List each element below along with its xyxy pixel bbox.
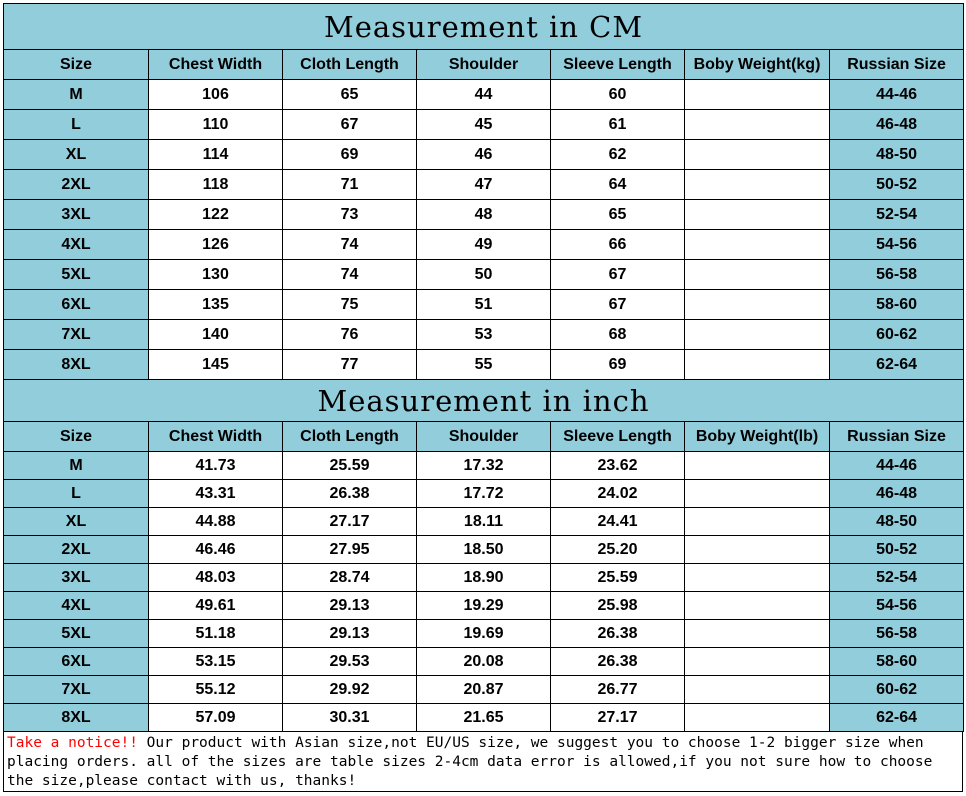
table-cell: 55 [417, 350, 551, 380]
column-header: Boby Weight(kg) [685, 50, 830, 80]
table-cell: 18.11 [417, 508, 551, 536]
table-cell: 55.12 [149, 676, 283, 704]
table-cell: 46.46 [149, 536, 283, 564]
table-cell [685, 592, 830, 620]
table-cell: 29.53 [283, 648, 417, 676]
table-cell [685, 350, 830, 380]
column-header: Chest Width [149, 422, 283, 452]
size-cell: L [4, 480, 149, 508]
russian-size-cell: 46-48 [830, 480, 964, 508]
size-cell: 5XL [4, 620, 149, 648]
table-cell: 26.38 [551, 620, 685, 648]
cm-table-body [4, 4, 964, 380]
table-row [4, 260, 964, 290]
table-cell [685, 508, 830, 536]
size-cell: 8XL [4, 704, 149, 732]
table-row [4, 704, 964, 732]
size-cell: 7XL [4, 676, 149, 704]
inch-header-row [4, 422, 964, 452]
size-cell: 6XL [4, 290, 149, 320]
table-cell [685, 230, 830, 260]
russian-size-cell: 56-58 [830, 260, 964, 290]
russian-size-cell: 58-60 [830, 290, 964, 320]
table-cell [685, 480, 830, 508]
table-row [4, 648, 964, 676]
column-header: Sleeve Length [551, 422, 685, 452]
table-cell: 67 [551, 260, 685, 290]
table-row [4, 676, 964, 704]
table-cell: 51 [417, 290, 551, 320]
table-cell: 44 [417, 80, 551, 110]
table-cell: 27.95 [283, 536, 417, 564]
table-cell [685, 620, 830, 648]
size-cell: 6XL [4, 648, 149, 676]
size-notice [3, 731, 963, 792]
table-cell: 46 [417, 140, 551, 170]
table-cell [685, 140, 830, 170]
table-cell: 49 [417, 230, 551, 260]
column-header: Shoulder [417, 50, 551, 80]
table-cell [685, 648, 830, 676]
russian-size-cell: 56-58 [830, 620, 964, 648]
table-row [4, 452, 964, 480]
table-cell: 60 [551, 80, 685, 110]
russian-size-cell: 44-46 [830, 452, 964, 480]
table-row [4, 480, 964, 508]
table-row [4, 564, 964, 592]
table-cell: 48.03 [149, 564, 283, 592]
table-cell: 20.08 [417, 648, 551, 676]
russian-size-cell: 54-56 [830, 230, 964, 260]
table-cell: 26.38 [551, 648, 685, 676]
table-cell [685, 80, 830, 110]
size-cell: XL [4, 140, 149, 170]
russian-size-cell: 62-64 [830, 350, 964, 380]
table-cell: 48 [417, 200, 551, 230]
table-cell [685, 260, 830, 290]
table-cell: 66 [551, 230, 685, 260]
table-cell [685, 536, 830, 564]
table-cell: 126 [149, 230, 283, 260]
table-row [4, 200, 964, 230]
size-cell: 5XL [4, 260, 149, 290]
table-cell: 51.18 [149, 620, 283, 648]
cm-table [3, 3, 964, 380]
russian-size-cell: 48-50 [830, 508, 964, 536]
table-cell [685, 320, 830, 350]
table-cell: 62 [551, 140, 685, 170]
table-cell [685, 290, 830, 320]
size-cell: 8XL [4, 350, 149, 380]
size-cell: XL [4, 508, 149, 536]
russian-size-cell: 48-50 [830, 140, 964, 170]
size-cell: L [4, 110, 149, 140]
table-cell: 68 [551, 320, 685, 350]
table-cell: 29.13 [283, 620, 417, 648]
table-cell: 17.32 [417, 452, 551, 480]
table-row [4, 80, 964, 110]
table-cell: 20.87 [417, 676, 551, 704]
table-cell: 65 [551, 200, 685, 230]
column-header: Russian Size [830, 50, 964, 80]
russian-size-cell: 44-46 [830, 80, 964, 110]
table-cell [685, 564, 830, 592]
table-cell: 41.73 [149, 452, 283, 480]
inch-table-title: Measurement in inch [4, 380, 964, 422]
column-header: Chest Width [149, 50, 283, 80]
table-cell: 27.17 [551, 704, 685, 732]
table-cell: 140 [149, 320, 283, 350]
table-row [4, 508, 964, 536]
table-cell: 122 [149, 200, 283, 230]
table-cell: 57.09 [149, 704, 283, 732]
inch-table-body [4, 380, 964, 732]
notice-label: Take a notice!! [7, 735, 138, 751]
table-cell: 73 [283, 200, 417, 230]
table-cell: 25.59 [551, 564, 685, 592]
table-cell: 106 [149, 80, 283, 110]
table-row [4, 320, 964, 350]
column-header: Russian Size [830, 422, 964, 452]
table-cell: 29.13 [283, 592, 417, 620]
size-chart [3, 3, 963, 793]
table-row [4, 230, 964, 260]
table-cell: 18.50 [417, 536, 551, 564]
table-cell: 47 [417, 170, 551, 200]
table-cell [685, 200, 830, 230]
table-cell: 26.38 [283, 480, 417, 508]
column-header: Cloth Length [283, 50, 417, 80]
table-cell: 26.77 [551, 676, 685, 704]
table-cell: 61 [551, 110, 685, 140]
table-cell: 53.15 [149, 648, 283, 676]
table-row [4, 350, 964, 380]
size-cell: 4XL [4, 592, 149, 620]
russian-size-cell: 60-62 [830, 676, 964, 704]
table-cell: 21.65 [417, 704, 551, 732]
table-row [4, 140, 964, 170]
table-cell: 45 [417, 110, 551, 140]
table-cell: 27.17 [283, 508, 417, 536]
size-cell: 3XL [4, 564, 149, 592]
russian-size-cell: 50-52 [830, 170, 964, 200]
table-row [4, 110, 964, 140]
table-cell: 76 [283, 320, 417, 350]
table-cell: 30.31 [283, 704, 417, 732]
table-row [4, 536, 964, 564]
size-cell: 7XL [4, 320, 149, 350]
table-cell: 19.29 [417, 592, 551, 620]
table-cell [685, 110, 830, 140]
russian-size-cell: 60-62 [830, 320, 964, 350]
table-cell: 65 [283, 80, 417, 110]
russian-size-cell: 50-52 [830, 536, 964, 564]
table-row [4, 592, 964, 620]
table-cell: 64 [551, 170, 685, 200]
table-cell: 71 [283, 170, 417, 200]
table-cell: 24.41 [551, 508, 685, 536]
table-cell: 19.69 [417, 620, 551, 648]
table-cell: 69 [551, 350, 685, 380]
table-row [4, 620, 964, 648]
inch-table [3, 379, 964, 732]
table-cell: 49.61 [149, 592, 283, 620]
russian-size-cell: 52-54 [830, 564, 964, 592]
table-cell: 114 [149, 140, 283, 170]
size-cell: 3XL [4, 200, 149, 230]
table-cell: 25.59 [283, 452, 417, 480]
table-row [4, 170, 964, 200]
table-cell: 77 [283, 350, 417, 380]
column-header: Size [4, 50, 149, 80]
size-cell: 4XL [4, 230, 149, 260]
size-cell: 2XL [4, 536, 149, 564]
russian-size-cell: 46-48 [830, 110, 964, 140]
size-cell: 2XL [4, 170, 149, 200]
table-cell: 44.88 [149, 508, 283, 536]
table-cell: 67 [283, 110, 417, 140]
table-row [4, 290, 964, 320]
cm-table-title: Measurement in CM [4, 4, 964, 50]
table-cell: 25.98 [551, 592, 685, 620]
notice-text: Our product with Asian size,not EU/US size, we suggest you to choose 1-2 bigger size when placing orders. all of the sizes are table sizes 2-4cm data error is allowed,if you not sure how to choose the size,please contact with us, thanks! [7, 735, 933, 789]
russian-size-cell: 58-60 [830, 648, 964, 676]
cm-header-row [4, 50, 964, 80]
table-cell: 74 [283, 230, 417, 260]
table-cell [685, 170, 830, 200]
russian-size-cell: 62-64 [830, 704, 964, 732]
table-cell: 74 [283, 260, 417, 290]
russian-size-cell: 52-54 [830, 200, 964, 230]
column-header: Cloth Length [283, 422, 417, 452]
table-cell: 53 [417, 320, 551, 350]
column-header: Size [4, 422, 149, 452]
size-cell: M [4, 452, 149, 480]
table-cell [685, 676, 830, 704]
table-cell: 25.20 [551, 536, 685, 564]
table-cell: 28.74 [283, 564, 417, 592]
table-cell: 130 [149, 260, 283, 290]
russian-size-cell: 54-56 [830, 592, 964, 620]
table-cell [685, 452, 830, 480]
column-header: Boby Weight(lb) [685, 422, 830, 452]
table-cell: 29.92 [283, 676, 417, 704]
size-cell: M [4, 80, 149, 110]
table-cell: 67 [551, 290, 685, 320]
table-cell: 23.62 [551, 452, 685, 480]
table-cell: 118 [149, 170, 283, 200]
table-cell: 43.31 [149, 480, 283, 508]
table-cell: 24.02 [551, 480, 685, 508]
table-cell: 75 [283, 290, 417, 320]
column-header: Shoulder [417, 422, 551, 452]
table-cell: 135 [149, 290, 283, 320]
table-cell: 110 [149, 110, 283, 140]
table-cell: 18.90 [417, 564, 551, 592]
table-cell: 17.72 [417, 480, 551, 508]
table-cell: 69 [283, 140, 417, 170]
table-cell [685, 704, 830, 732]
table-cell: 50 [417, 260, 551, 290]
column-header: Sleeve Length [551, 50, 685, 80]
table-cell: 145 [149, 350, 283, 380]
